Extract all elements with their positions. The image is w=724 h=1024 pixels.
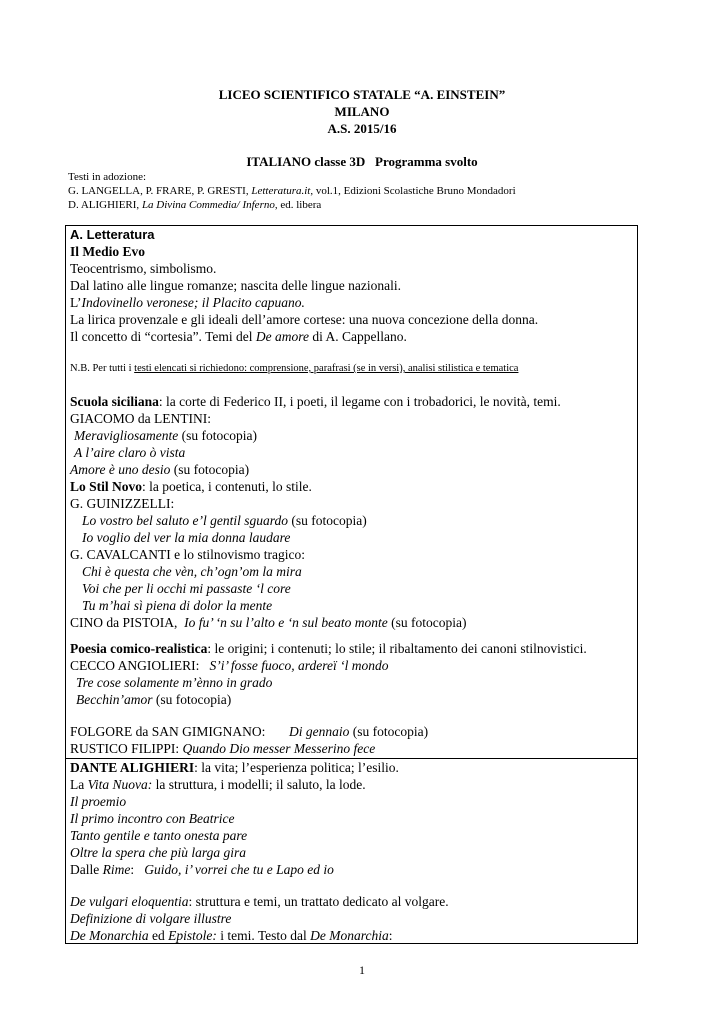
cortesia-author: di A. Cappellano.: [308, 329, 407, 344]
primo-incontro-title: Il primo incontro con Beatrice: [70, 811, 235, 826]
vita-prefix: La: [70, 777, 88, 792]
meravigliosamente-title: Meravigliosamente: [74, 428, 179, 443]
cino-author: CINO da PISTOIA,: [70, 615, 185, 630]
line-nota-bene: [70, 361, 518, 377]
section-letteratura-box: [65, 225, 638, 759]
city: MILANO: [334, 104, 390, 119]
line-medio-evo: [70, 244, 145, 260]
adoption-book-1: [68, 184, 516, 198]
stilnovo-heading: Lo Stil Novo: [70, 479, 143, 494]
line-lirica: La lirica provenzale e gli ideali dell’amore cortese: una nuova concezione della donna.: [70, 312, 539, 327]
definizione-title: Definizione di volgare illustre: [70, 911, 232, 926]
line-primo-incontro: [70, 811, 234, 827]
rustico-title: Quando Dio messer Messerino fece: [182, 741, 376, 756]
epistole-title: Epistole:: [168, 928, 217, 943]
line-tanto-gentile: [70, 828, 247, 844]
line-guinizzelli: G. GUINIZZELLI:: [70, 496, 175, 511]
tu-mhai-title: Tu m’hai sì piena di dolor la mente: [82, 598, 273, 613]
medio-evo-heading: Il Medio Evo: [70, 244, 146, 259]
vita-text: la struttura, i modelli; il saluto, la lode.: [152, 777, 366, 792]
cortesia-text: Il concetto di “cortesia”. Temi del: [70, 329, 256, 344]
line-chi-e-questa: [82, 564, 302, 580]
rustico-author: RUSTICO FILIPPI:: [70, 741, 183, 756]
section-heading: A. Letteratura: [70, 227, 155, 242]
folgore-note: (su fotocopia): [349, 724, 429, 739]
line-proemio: [70, 794, 126, 810]
indovinello-prefix: L’: [70, 295, 82, 310]
line-comico-realistica: [70, 641, 587, 657]
line-stil-novo: [70, 479, 312, 495]
line-folgore: [70, 724, 428, 740]
book-1-publisher: , vol.1, Edizioni Scolastiche Bruno Mondadori: [310, 185, 516, 197]
line-vulgari-eloquentia: [70, 894, 449, 910]
comico-heading: Poesia comico-realistica: [70, 641, 208, 656]
comico-text: : le origini; i contenuti; lo stile; il ribaltamento dei canoni stilnovistici.: [207, 641, 587, 656]
line-latino: Dal latino alle lingue romanze; nascita delle lingue nazionali.: [70, 278, 402, 293]
dante-heading: DANTE ALIGHIERI: [70, 760, 195, 775]
vostro-saluto-title: Lo vostro bel saluto e’l gentil sguardo: [82, 513, 288, 528]
stilnovo-text: : la poetica, i contenuti, lo stile.: [142, 479, 312, 494]
rime-title: Rime: [102, 862, 131, 877]
vulgari-text: : struttura e temi, un trattato dedicato al volgare.: [188, 894, 449, 909]
page-number: 1: [359, 963, 365, 977]
tanto-gentile-title: Tanto gentile e tanto onesta pare: [70, 828, 248, 843]
monarchia-colon: :: [388, 928, 393, 943]
line-cavalcanti: G. CAVALCANTI e lo stilnovismo tragico:: [70, 547, 305, 562]
becchin-title: Becchin’amor: [76, 692, 153, 707]
proemio-title: Il proemio: [70, 794, 127, 809]
line-scuola-siciliana: [70, 394, 561, 410]
section-dante-box: [65, 758, 638, 944]
line-amore: [70, 462, 249, 478]
meravigliosamente-note: (su fotocopia): [178, 428, 257, 443]
vulgari-title: De vulgari eloquentia: [70, 894, 189, 909]
book-2-title: La Divina Commedia/ Inferno: [141, 199, 275, 211]
line-cino: [70, 615, 466, 631]
chi-e-questa-title: Chi è questa che vèn, ch’ogn’om la mira: [82, 564, 302, 579]
folgore-author: FOLGORE da SAN GIMIGNANO:: [70, 724, 289, 739]
tre-cose-title: Tre cose solamente m’ènno in grado: [76, 675, 273, 690]
book-2-author: D. ALIGHIERI,: [68, 199, 142, 211]
becchin-note: (su fotocopia): [152, 692, 232, 707]
cino-title: Io fu’ ‘n su l’alto e ‘n sul beato monte: [184, 615, 388, 630]
line-oltre-la-spera: [70, 845, 246, 861]
dante-text: : la vita; l’esperienza politica; l’esilio.: [194, 760, 399, 775]
cecco-author: CECCO ANGIOLIERI:: [70, 658, 210, 673]
line-rime: [70, 862, 334, 878]
guido-title: Guido, i’ vorrei che tu e Lapo ed io: [144, 862, 334, 877]
line-tu-mhai: [82, 598, 272, 614]
folgore-title: Di gennaio: [289, 724, 350, 739]
line-aire: [74, 445, 185, 461]
nb-requirements: testi elencati si richiedono: comprensione, parafrasi (se in versi), analisi stilistica e tematica: [134, 363, 519, 374]
line-meravigliosamente: [74, 428, 257, 444]
monarchia-text: i temi. Testo dal: [216, 928, 311, 943]
rime-prefix: Dalle: [70, 862, 103, 877]
vostro-saluto-note: (su fotocopia): [288, 513, 367, 528]
de-amore-title: De amore: [255, 329, 309, 344]
cecco-title: S’i’ fosse fuoco, ardereï ‘l mondo: [209, 658, 389, 673]
adoption-label: Testi in adozione:: [68, 171, 147, 183]
subject-title: ITALIANO classe 3D Programma svolto: [246, 154, 478, 169]
amore-title: Amore è uno desio: [70, 462, 171, 477]
line-lentini: GIACOMO da LENTINI:: [70, 411, 211, 426]
io-voglio-title: Io voglio del ver la mia donna laudare: [82, 530, 291, 545]
line-definizione: [70, 911, 231, 927]
cino-note: (su fotocopia): [387, 615, 467, 630]
line-indovinello: [70, 295, 305, 311]
vita-nuova-title: Vita Nuova:: [87, 777, 153, 792]
aire-title: A l’aire claro ò vista: [74, 445, 186, 460]
oltre-la-spera-title: Oltre la spera che più larga gira: [70, 845, 246, 860]
line-tre-cose: [76, 675, 272, 691]
voi-che-title: Voi che per li occhi mi passaste ‘l core: [82, 581, 291, 596]
nb-prefix: N.B. Per tutti i: [70, 363, 135, 374]
line-becchin: [76, 692, 231, 708]
book-1-title: Letteratura.it: [251, 185, 311, 197]
school-year: A.S. 2015/16: [327, 121, 397, 136]
amore-note: (su fotocopia): [170, 462, 250, 477]
monarchia-title: De Monarchia: [70, 928, 149, 943]
adoption-book-2: [68, 198, 321, 212]
line-cortesia: [70, 329, 407, 345]
line-cecco: [70, 658, 388, 674]
line-vita-nuova: [70, 777, 366, 793]
indovinello-title: Indovinello veronese; il Placito capuano.: [81, 295, 305, 310]
line-teocentrismo: Teocentrismo, simbolismo.: [70, 261, 217, 276]
siciliana-text: : la corte di Federico II, i poeti, il legame con i trobadorici, le novità, temi.: [158, 394, 561, 409]
line-dante: [70, 760, 399, 776]
monarchia-title-2: De Monarchia: [310, 928, 389, 943]
rime-separator: :: [130, 862, 145, 877]
line-rustico: [70, 741, 375, 757]
line-monarchia: [70, 928, 393, 944]
school-name: LICEO SCIENTIFICO STATALE “A. EINSTEIN”: [218, 87, 506, 102]
siciliana-heading: Scuola siciliana: [70, 394, 159, 409]
line-io-voglio: [82, 530, 290, 546]
line-vostro-saluto: [82, 513, 367, 529]
line-voi-che: [82, 581, 291, 597]
monarchia-and: ed: [148, 928, 169, 943]
book-1-authors: G. LANGELLA, P. FRARE, P. GRESTI,: [68, 185, 252, 197]
book-2-edition: , ed. libera: [274, 199, 322, 211]
